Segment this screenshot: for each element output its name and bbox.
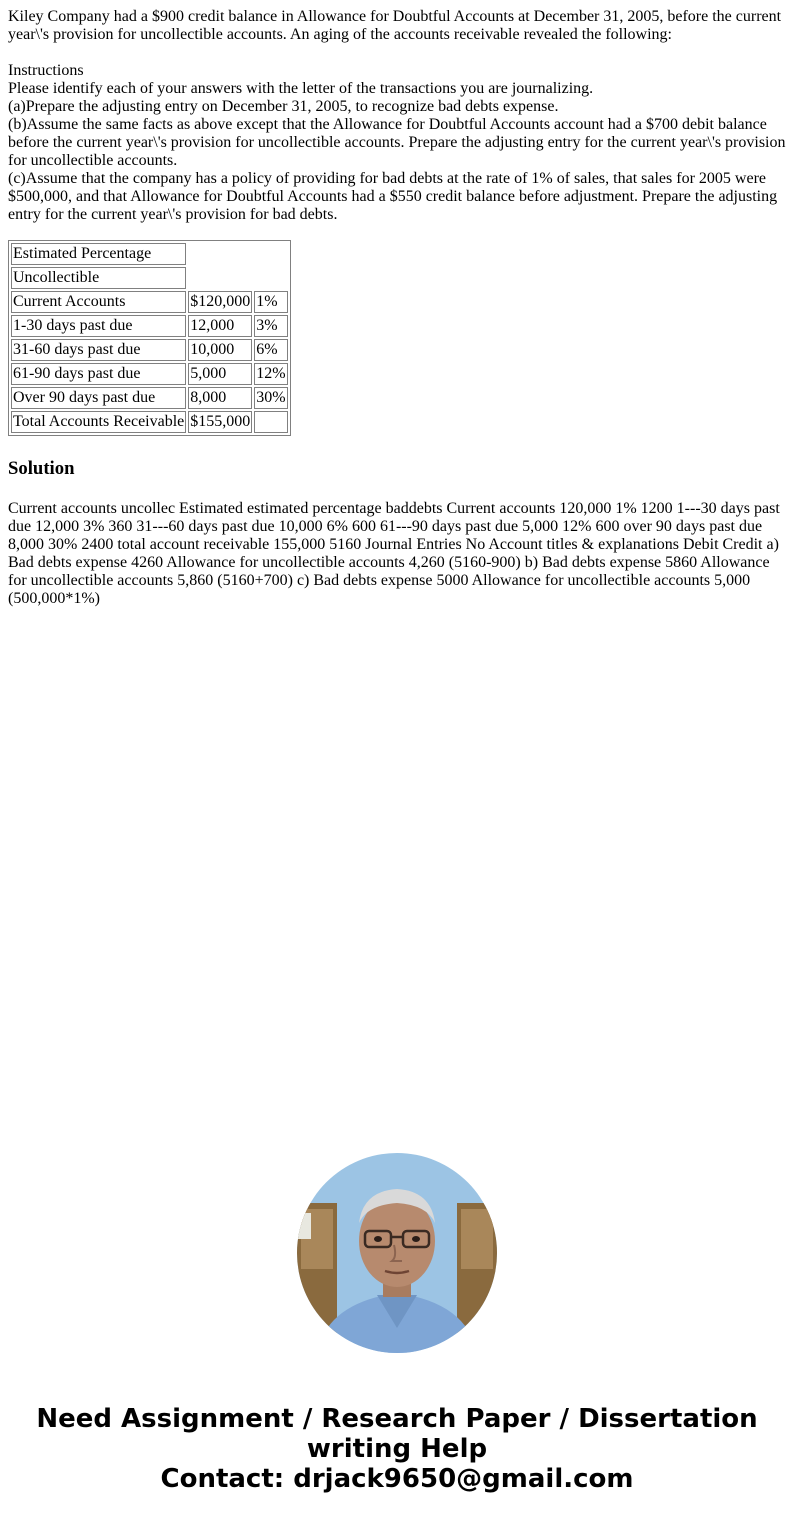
table-row [11,339,288,361]
author-avatar [297,1153,497,1353]
row-percent [254,411,287,433]
table-header-cell: Estimated Percentage [11,243,186,265]
page-content [0,0,794,608]
row-label: Current Accounts [11,291,186,313]
solution-text: Current accounts uncollec Estimated estimated percentage baddebts Current accounts 120,000 1% 1200 1---30 days past due 12,000 3% 360 31---60 days past due 10,000 6% 600 61---90 days past due 5,000 12% 600 over 90 days past due 8,000 30% 2400 total account receivable 155,000 5160 Journal Entries No Account titles & explanations Debit Credit a) Bad debts expense 4260 Allowance for uncollectible accounts 4,260 (5160-900) b) Bad debts expense 5860 Allowance for uncollectible accounts 5,860 (5160+700) c) Bad debts expense 5000 Allowance for uncollectible accounts 5,000 (500,000*1%) [8,500,780,607]
row-percent: 12% [254,363,287,385]
table-row [11,363,288,385]
author-portrait-image [297,1153,497,1353]
row-label: Total Accounts Receivable [11,411,186,433]
row-amount: 10,000 [188,339,252,361]
table-header-row [11,267,288,289]
row-percent: 1% [254,291,287,313]
row-amount: 5,000 [188,363,252,385]
row-percent: 3% [254,315,287,337]
promo-contact: Contact: drjack9650@gmail.com [160,1464,634,1494]
row-label: 1-30 days past due [11,315,186,337]
solution-heading: Solution [8,458,75,479]
table-header-row [11,243,288,265]
instructions-note: Please identify each of your answers with the letter of the transactions you are journalizing. [8,80,594,97]
table-row [11,315,288,337]
table-row [11,387,288,409]
row-amount: $155,000 [188,411,252,433]
row-percent: 6% [254,339,287,361]
instruction-part-a: (a)Prepare the adjusting entry on December 31, 2005, to recognize bad debts expense. [8,98,559,115]
table-row-total [11,411,288,433]
row-label: 31-60 days past due [11,339,186,361]
row-amount: 8,000 [188,387,252,409]
table-row [11,291,288,313]
row-label: 61-90 days past due [11,363,186,385]
problem-intro: Kiley Company had a $900 credit balance in Allowance for Doubtful Accounts at December 31, 2005, before the current year\'s provision for uncollectible accounts. An aging of the accounts receivable revealed the following: [8,8,782,43]
instruction-part-b: (b)Assume the same facts as above except that the Allowance for Doubtful Accounts account had a $700 debit balance before the current year\'s provision for uncollectible accounts. Prepare the adjusting entry for the current year\'s provision for uncollectible accounts. [8,116,786,169]
instructions-heading: Instructions [8,62,84,79]
promo-banner [0,1404,794,1494]
promo-line-2: writing Help [306,1434,488,1464]
table-header-cell: Uncollectible [11,267,186,289]
instruction-part-c: (c)Assume that the company has a policy of providing for bad debts at the rate of 1% of sales, that sales for 2005 were $500,000, and that Allowance for Doubtful Accounts had a $550 credit balance before adjustment. Prepare the adjusting entry for the current year\'s provision for bad debts. [8,170,778,223]
row-percent: 30% [254,387,287,409]
aging-table [8,240,291,436]
instructions-block [8,62,786,224]
promo-line-1: Need Assignment / Research Paper / Dissertation [36,1404,758,1434]
row-amount: $120,000 [188,291,252,313]
row-label: Over 90 days past due [11,387,186,409]
row-amount: 12,000 [188,315,252,337]
